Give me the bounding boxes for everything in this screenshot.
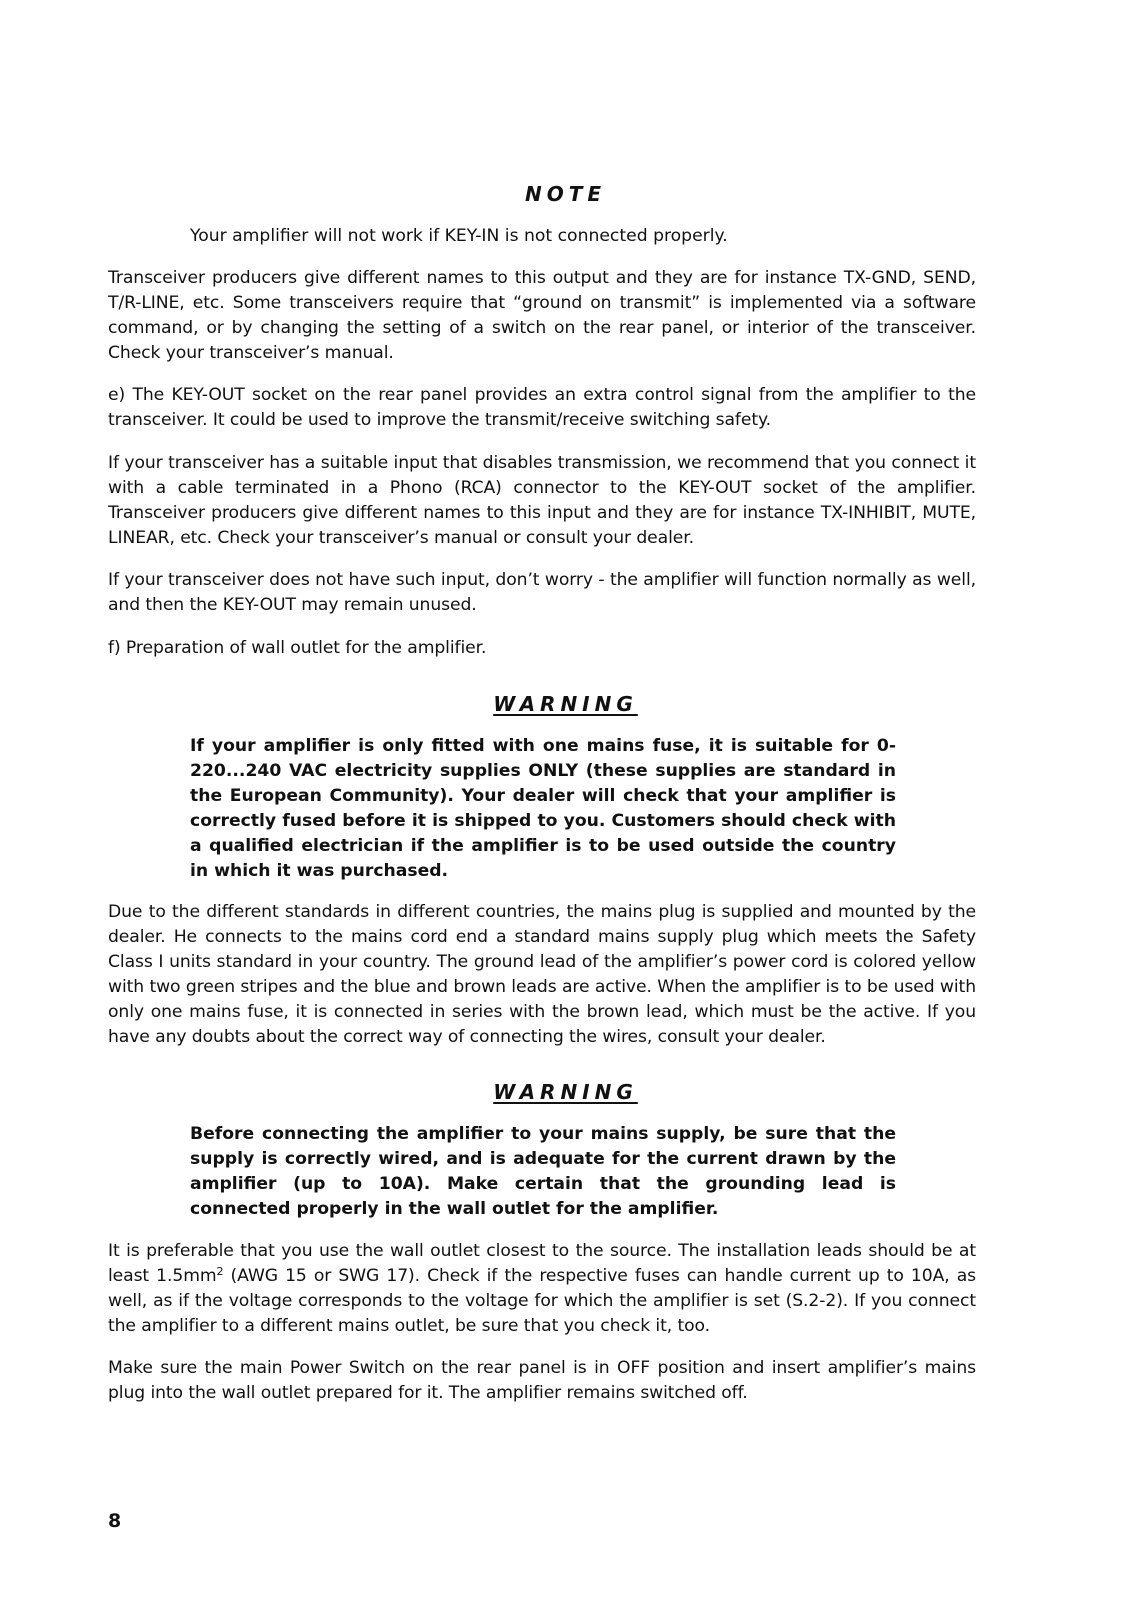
warning-heading-2: WARNING <box>493 1080 638 1104</box>
paragraph-wall-outlet: f) Preparation of wall outlet for the amplifier. <box>108 638 487 658</box>
paragraph-power-switch: Make sure the main Power Switch on the rear panel is in OFF position and insert amplifier’s mains plug into the wall outlet prepared for it. The amplifier remains switched off. <box>108 1358 976 1403</box>
warning-heading-1: WARNING <box>493 692 638 716</box>
page-number: 8 <box>108 1510 122 1532</box>
paragraph-output-names: Transceiver producers give different names to this output and they are for instance TX-GND, SEND, T/R-LINE, etc. Some transceivers require that “ground on transmit” is implemented via a software command, or by changing the setting of a switch on the rear panel, or interior of the transceiver. Check your transceiver’s manual. <box>108 268 976 363</box>
paragraph-inhibit-input: If your transceiver has a suitable input that disables transmission, we recommend that you connect it with a cable terminated in a Phono (RCA) connector to the KEY-OUT socket of the amplifier. Transceiver producers give different names to this input and they are for instance TX-INHIBIT, MUTE, LINEAR, etc. Check your transceiver’s manual or consult your dealer. <box>108 453 976 548</box>
paragraph-mains-plug: Due to the different standards in different countries, the mains plug is supplied and mounted by the dealer. He connects to the mains cord end a standard mains supply plug which meets the Safety Class I units standard in your country. The ground lead of the amplifier’s power cord is colored yellow with two green stripes and the blue and brown leads are active. When the amplifier is to be used with only one mains fuse, it is connected in series with the brown lead, which must be the active. If you have any doubts about the correct way of connecting the wires, consult your dealer. <box>108 902 976 1047</box>
superscript-2: 2 <box>216 1265 224 1278</box>
paragraph-no-input: If your transceiver does not have such input, don’t worry - the amplifier will function normally as well, and then the KEY-OUT may remain unused. <box>108 570 976 615</box>
paragraph-key-out: e) The KEY-OUT socket on the rear panel provides an extra control signal from the amplifier to the transceiver. It could be used to improve the transmit/receive switching safety. <box>108 385 976 430</box>
warning-text-1: If your amplifier is only fitted with one mains fuse, it is suitable for 0-220...240 VAC electricity supplies ONLY (these supplies are standard in the European Community). Your dealer will check that your amplifier is correctly fused before it is shipped to you. Customers should check with a qualified electrician if the amplifier is to be used outside the country in which it was purchased. <box>190 736 896 881</box>
note-text: Your amplifier will not work if KEY-IN is not connected properly. <box>190 226 728 246</box>
paragraph-installation-leads: It is preferable that you use the wall outlet closest to the source. The installation leads should be at least $1.5mm^2$ (AWG 15 or SWG 17). Check if the respective fuses can handle current up to 10A, as well, as if the voltage corresponds to the voltage for which the amplifier is set (S.2-2). If you connect the amplifier to a different mains outlet, be sure that you check it, too. <box>108 1241 977 1336</box>
warning-text-2: Before connecting the amplifier to your mains supply, be sure that the supply is correctly wired, and is adequate for the current drawn by the amplifier (up to 10A). Make certain that the grounding lead is connected properly in the wall outlet for the amplifier. <box>190 1124 896 1219</box>
note-heading: NOTE <box>524 182 607 206</box>
